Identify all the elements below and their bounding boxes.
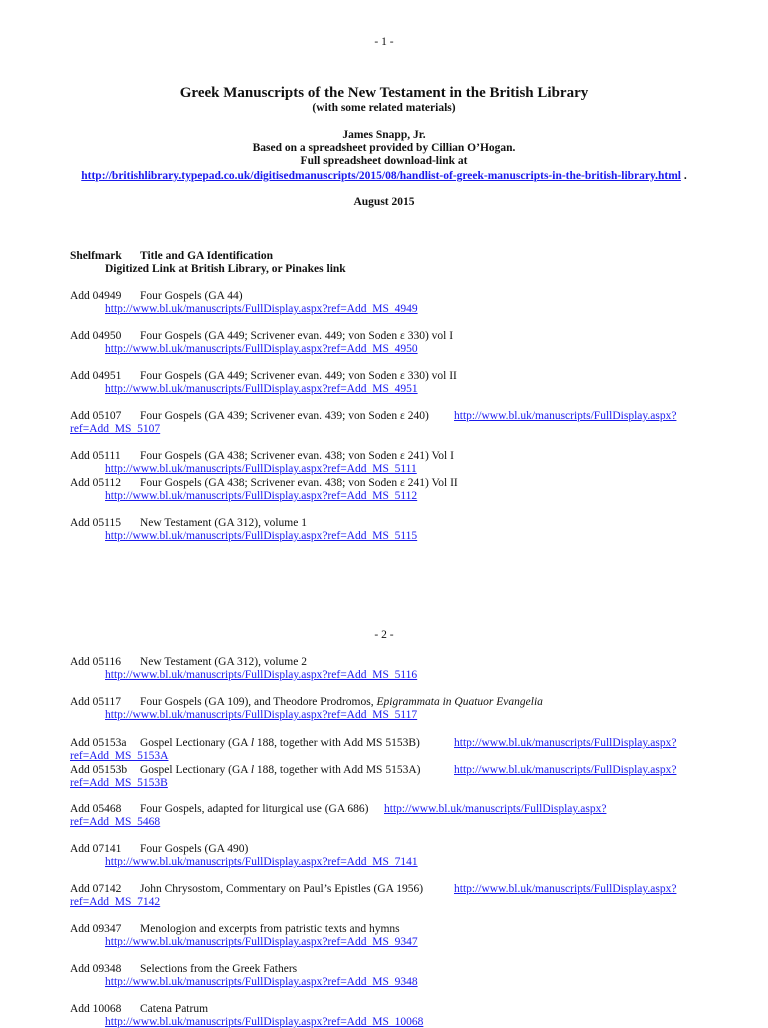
entry-link[interactable]: http://www.bl.uk/manuscripts/FullDisplay.aspx?ref=Add_MS_5116 bbox=[105, 669, 418, 681]
entry-title-text: 188, together with Add MS 5153B) bbox=[254, 737, 420, 749]
entry-title bbox=[140, 764, 420, 776]
entry-link-continued[interactable]: ref=Add_MS_5153A bbox=[70, 750, 169, 762]
header-title: Title and GA Identification bbox=[140, 250, 274, 262]
entry-title-text: Gospel Lectionary (GA bbox=[140, 737, 251, 749]
entry-title: Four Gospels (GA 438; Scrivener evan. 438; von Soden ε 241) Vol II bbox=[140, 477, 458, 489]
entry-link[interactable]: http://www.bl.uk/manuscripts/FullDisplay.aspx? bbox=[454, 737, 677, 749]
entry-link-continued[interactable]: ref=Add_MS_7142 bbox=[70, 896, 161, 908]
entry-shelfmark: Add 10068 bbox=[70, 1003, 122, 1015]
entry-link[interactable]: http://www.bl.uk/manuscripts/FullDisplay.aspx?ref=Add_MS_9347 bbox=[105, 936, 418, 948]
entry-title: Four Gospels (GA 449; Scrivener evan. 449; von Soden ε 330) vol I bbox=[140, 330, 454, 342]
entry-title: John Chrysostom, Commentary on Paul’s Epistles (GA 1956) bbox=[140, 883, 424, 895]
entry-title-italic: l bbox=[250, 764, 255, 776]
entry-shelfmark: Add 05116 bbox=[70, 656, 122, 668]
entry-link-continued[interactable]: ref=Add_MS_5468 bbox=[70, 816, 161, 828]
entry-shelfmark: Add 05153a bbox=[70, 737, 127, 749]
entry-title: Four Gospels (GA 439; Scrivener evan. 439; von Soden ε 240) bbox=[140, 410, 429, 422]
entry-title: Menologion and excerpts from patristic texts and hymns bbox=[140, 923, 400, 935]
entry-link[interactable]: http://www.bl.uk/manuscripts/FullDisplay.aspx?ref=Add_MS_5117 bbox=[105, 709, 418, 721]
entry-link-continued[interactable]: ref=Add_MS_5107 bbox=[70, 423, 161, 435]
entry-shelfmark: Add 05111 bbox=[70, 450, 121, 462]
entry-shelfmark: Add 04950 bbox=[70, 330, 122, 342]
entry-shelfmark: Add 07142 bbox=[70, 883, 122, 895]
entry-link[interactable]: http://www.bl.uk/manuscripts/FullDisplay.aspx?ref=Add_MS_4949 bbox=[105, 303, 418, 315]
entry-shelfmark: Add 05112 bbox=[70, 477, 122, 489]
entry-shelfmark: Add 05117 bbox=[70, 696, 122, 708]
entry-title: Catena Patrum bbox=[140, 1003, 209, 1015]
entry-link[interactable]: http://www.bl.uk/manuscripts/FullDisplay.aspx?ref=Add_MS_5112 bbox=[105, 490, 418, 502]
entry-shelfmark: Add 09347 bbox=[70, 923, 122, 935]
entry-title-italic: Epigrammata in Quatuor Evangelia bbox=[376, 696, 543, 708]
entry-title: Four Gospels (GA 449; Scrivener evan. 449; von Soden ε 330) vol II bbox=[140, 370, 457, 382]
entry-link[interactable]: http://www.bl.uk/manuscripts/FullDisplay.aspx? bbox=[454, 410, 677, 422]
entry-title-italic: l bbox=[250, 737, 255, 749]
entry-title: Four Gospels (GA 44) bbox=[140, 290, 243, 302]
entry-link[interactable]: http://www.bl.uk/manuscripts/FullDisplay.aspx? bbox=[454, 883, 677, 895]
entry-link[interactable]: http://www.bl.uk/manuscripts/FullDisplay.aspx?ref=Add_MS_5115 bbox=[105, 530, 418, 542]
entry-link[interactable]: http://www.bl.uk/manuscripts/FullDisplay.aspx? bbox=[384, 803, 607, 815]
document-date: August 2015 bbox=[353, 196, 415, 208]
entry-link[interactable]: http://www.bl.uk/manuscripts/FullDisplay.aspx?ref=Add_MS_4951 bbox=[105, 383, 418, 395]
entry-title: New Testament (GA 312), volume 1 bbox=[140, 517, 307, 529]
download-trailer: . bbox=[681, 170, 687, 182]
entry-title: New Testament (GA 312), volume 2 bbox=[140, 656, 307, 668]
header-link: Digitized Link at British Library, or Pinakes link bbox=[105, 263, 346, 275]
entry-shelfmark: Add 09348 bbox=[70, 963, 122, 975]
entry-shelfmark: Add 05468 bbox=[70, 803, 122, 815]
entry-title: Four Gospels (GA 438; Scrivener evan. 438; von Soden ε 241) Vol I bbox=[140, 450, 454, 462]
entry-link[interactable]: http://www.bl.uk/manuscripts/FullDisplay.aspx? bbox=[454, 764, 677, 776]
entry-link[interactable]: http://www.bl.uk/manuscripts/FullDisplay.aspx?ref=Add_MS_9348 bbox=[105, 976, 418, 988]
entry-link[interactable]: http://www.bl.uk/manuscripts/FullDisplay.aspx?ref=Add_MS_5111 bbox=[105, 463, 417, 475]
entry-link[interactable]: http://www.bl.uk/manuscripts/FullDisplay.aspx?ref=Add_MS_10068 bbox=[105, 1016, 424, 1028]
page-number: - 1 - bbox=[374, 36, 394, 48]
entry-link[interactable]: http://www.bl.uk/manuscripts/FullDisplay.aspx?ref=Add_MS_7141 bbox=[105, 856, 418, 868]
download-link[interactable]: http://britishlibrary.typepad.co.uk/digitisedmanuscripts/2015/08/handlist-of-greek-manuscripts-in-the-british-library.html bbox=[81, 170, 681, 182]
header-shelfmark: Shelfmark bbox=[70, 250, 122, 262]
entry-title-text: 188, together with Add MS 5153A) bbox=[254, 764, 421, 776]
entry-title: Four Gospels (GA 490) bbox=[140, 843, 249, 855]
entry-title-text: Gospel Lectionary (GA bbox=[140, 764, 251, 776]
page-number: - 2 - bbox=[374, 629, 394, 641]
entry-shelfmark: Add 05107 bbox=[70, 410, 122, 422]
entry-shelfmark: Add 04951 bbox=[70, 370, 122, 382]
entry-link[interactable]: http://www.bl.uk/manuscripts/FullDisplay.aspx?ref=Add_MS_4950 bbox=[105, 343, 418, 355]
entry-shelfmark: Add 05153b bbox=[70, 764, 128, 776]
entry-shelfmark: Add 07141 bbox=[70, 843, 122, 855]
entry-shelfmark: Add 04949 bbox=[70, 290, 122, 302]
entry-title-text: Four Gospels (GA 109), and Theodore Prodromos, bbox=[140, 696, 377, 708]
entry-title bbox=[140, 696, 543, 708]
author: James Snapp, Jr. bbox=[342, 129, 426, 141]
document-title: Greek Manuscripts of the New Testament in the British Library bbox=[179, 85, 589, 101]
entry-shelfmark: Add 05115 bbox=[70, 517, 122, 529]
entry-title: Four Gospels, adapted for liturgical use (GA 686) bbox=[140, 803, 369, 815]
document-subtitle: (with some related materials) bbox=[312, 102, 456, 114]
download-line bbox=[0, 170, 768, 182]
based-on-note: Based on a spreadsheet provided by Cillian O’Hogan. bbox=[252, 142, 516, 154]
entry-title bbox=[140, 737, 420, 749]
entry-link-continued[interactable]: ref=Add_MS_5153B bbox=[70, 777, 168, 789]
download-label: Full spreadsheet download-link at bbox=[300, 155, 468, 167]
entry-title: Selections from the Greek Fathers bbox=[140, 963, 298, 975]
